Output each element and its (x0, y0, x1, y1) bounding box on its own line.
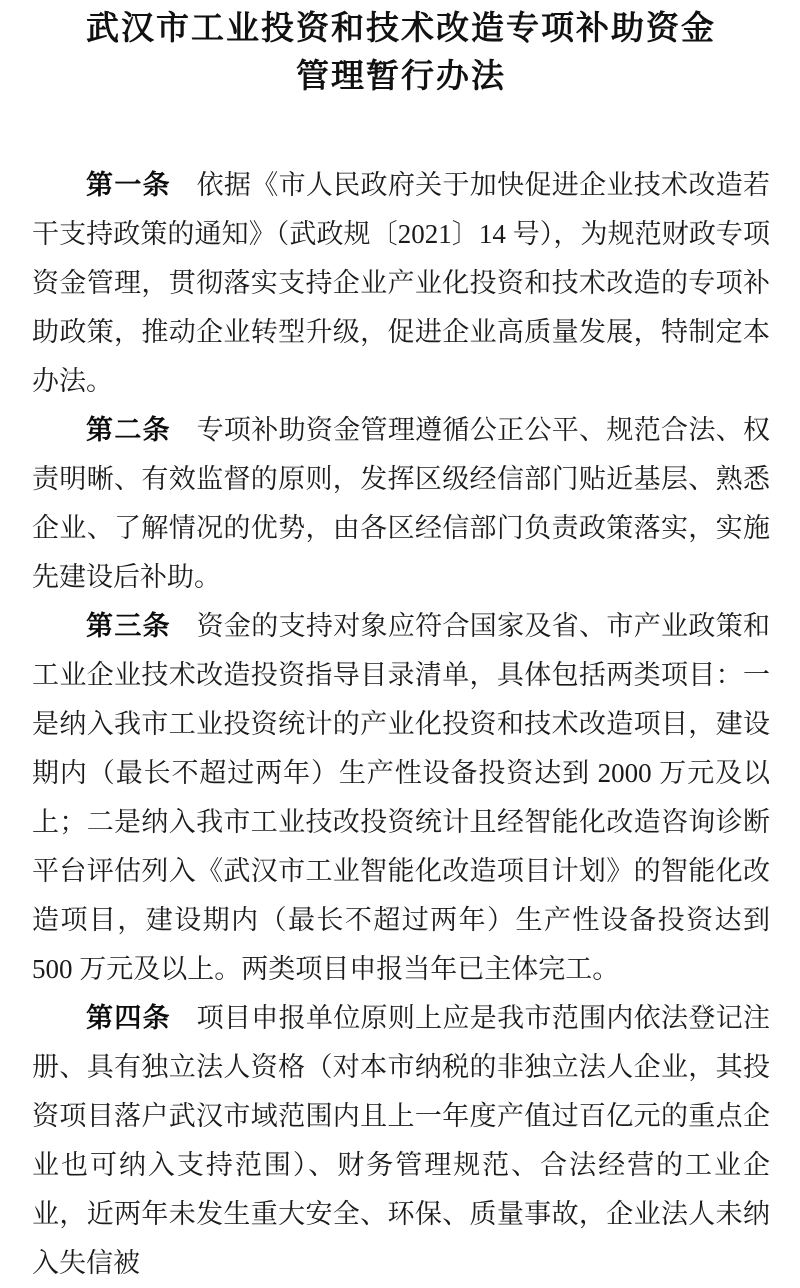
document-title-line-2: 管理暂行办法 (296, 59, 506, 95)
article-3-label: 第三条 (86, 611, 171, 641)
document-body (32, 161, 770, 1288)
article-2 (32, 406, 770, 602)
article-3-text: 资金的支持对象应符合国家及省、市产业政策和工业企业技术改造投资指导目录清单，具体包括两类项目：一是纳入我市工业投资统计的产业化投资和技术改造项目，建设期内（最长不超过两年）生产性设备投资达到 2000 万元及以上；二是纳入我市工业技改投资统计且经智能化改造咨询诊断平台评估列入《武汉市工业智能化改造项目计划》的智能化改造项目，建设期内（最长不超过两年）生产性设备投资达到 500 万元及以上。两类项目申报当年已主体完工。 (32, 611, 771, 984)
article-4-label: 第四条 (86, 1003, 171, 1033)
document-title (32, 5, 770, 101)
article-1-text: 依据《市人民政府关于加快促进企业技术改造若干支持政策的通知》（武政规〔2021〕14 号），为规范财政专项资金管理，贯彻落实支持企业产业化投资和技术改造的专项补助政策，推动企业转型升级，促进企业高质量发展，特制定本办法。 (32, 170, 771, 396)
article-2-label: 第二条 (86, 415, 171, 445)
article-1 (32, 161, 770, 406)
article-4-text: 项目申报单位原则上应是我市范围内依法登记注册、具有独立法人资格（对本市纳税的非独立法人企业，其投资项目落户武汉市域范围内且上一年度产值过百亿元的重点企业也可纳入支持范围）、财务管理规范、合法经营的工业企业，近两年未发生重大安全、环保、质量事故，企业法人未纳入失信被 (32, 1003, 771, 1278)
article-2-text: 专项补助资金管理遵循公正公平、规范合法、权责明晰、有效监督的原则，发挥区级经信部门贴近基层、熟悉企业、了解情况的优势，由各区经信部门负责政策落实，实施先建设后补助。 (32, 415, 771, 592)
article-1-label: 第一条 (86, 170, 171, 200)
document-title-line-1: 武汉市工业投资和技术改造专项补助资金 (86, 11, 716, 47)
article-3 (32, 602, 770, 994)
article-4 (32, 994, 770, 1288)
